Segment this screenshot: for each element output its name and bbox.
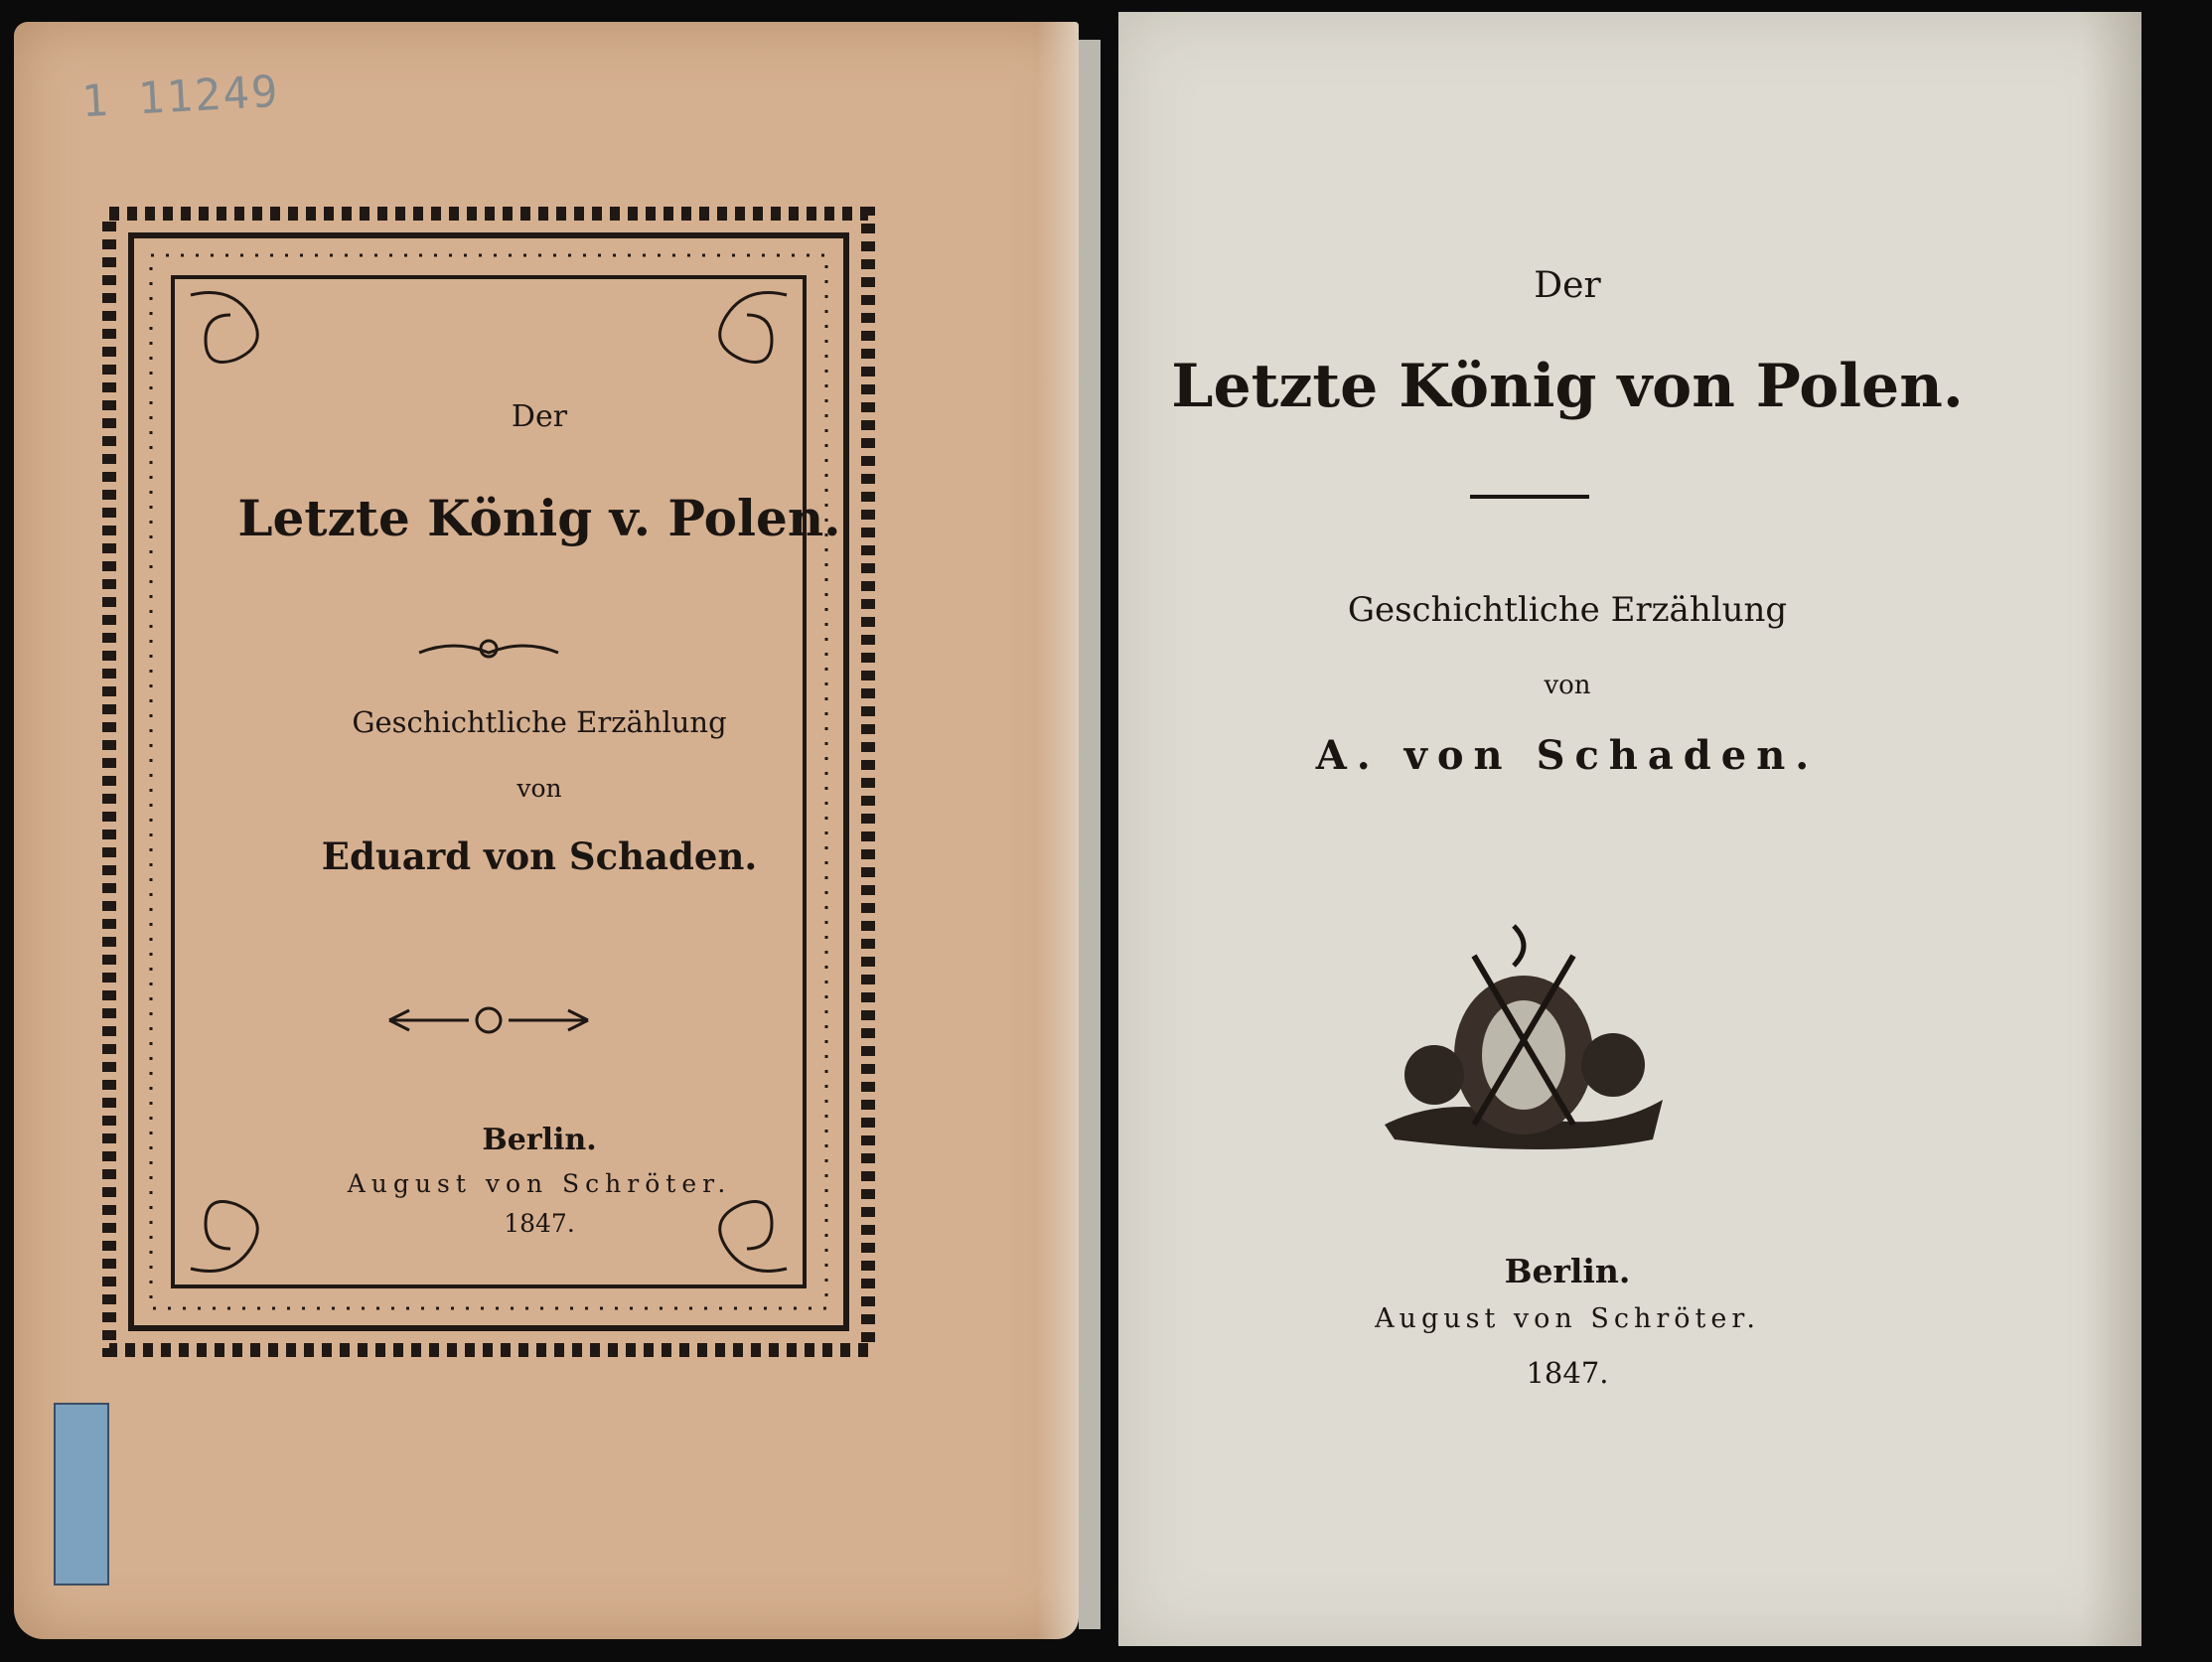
title-author: A. von Schaden.: [1315, 732, 1820, 779]
title-der: Der: [1534, 265, 1601, 306]
title-page: [1118, 12, 2141, 1646]
pencil-mark: 1 11249: [79, 66, 281, 128]
printer-vignette: [1375, 926, 1673, 1154]
title-city: Berlin.: [1504, 1252, 1631, 1290]
cover-page: [14, 22, 1079, 1639]
cover-subtitle: Geschichtliche Erzählung: [352, 705, 727, 739]
cover-der: Der: [511, 399, 568, 434]
library-sticker: [54, 1403, 109, 1586]
title-von: von: [1544, 671, 1591, 700]
title-year: 1847.: [1526, 1356, 1609, 1390]
cover-city: Berlin.: [482, 1123, 597, 1157]
title-subtitle: Geschichtliche Erzählung: [1347, 590, 1788, 630]
cover-publisher: August von Schröter.: [347, 1169, 732, 1198]
arrow-ornament: [389, 1008, 588, 1032]
title-main: Letzte König von Polen.: [1171, 352, 1964, 421]
title-rule: [1470, 495, 1589, 501]
cover-year: 1847.: [504, 1209, 575, 1238]
cover-title: Letzte König v. Polen.: [237, 489, 841, 547]
page-stack-edge: [1079, 40, 1101, 1629]
cover-von: von: [516, 774, 562, 803]
cover-author: Eduard von Schaden.: [321, 834, 758, 878]
title-publisher: August von Schröter.: [1375, 1303, 1760, 1334]
vignette-ornament: [419, 641, 558, 657]
